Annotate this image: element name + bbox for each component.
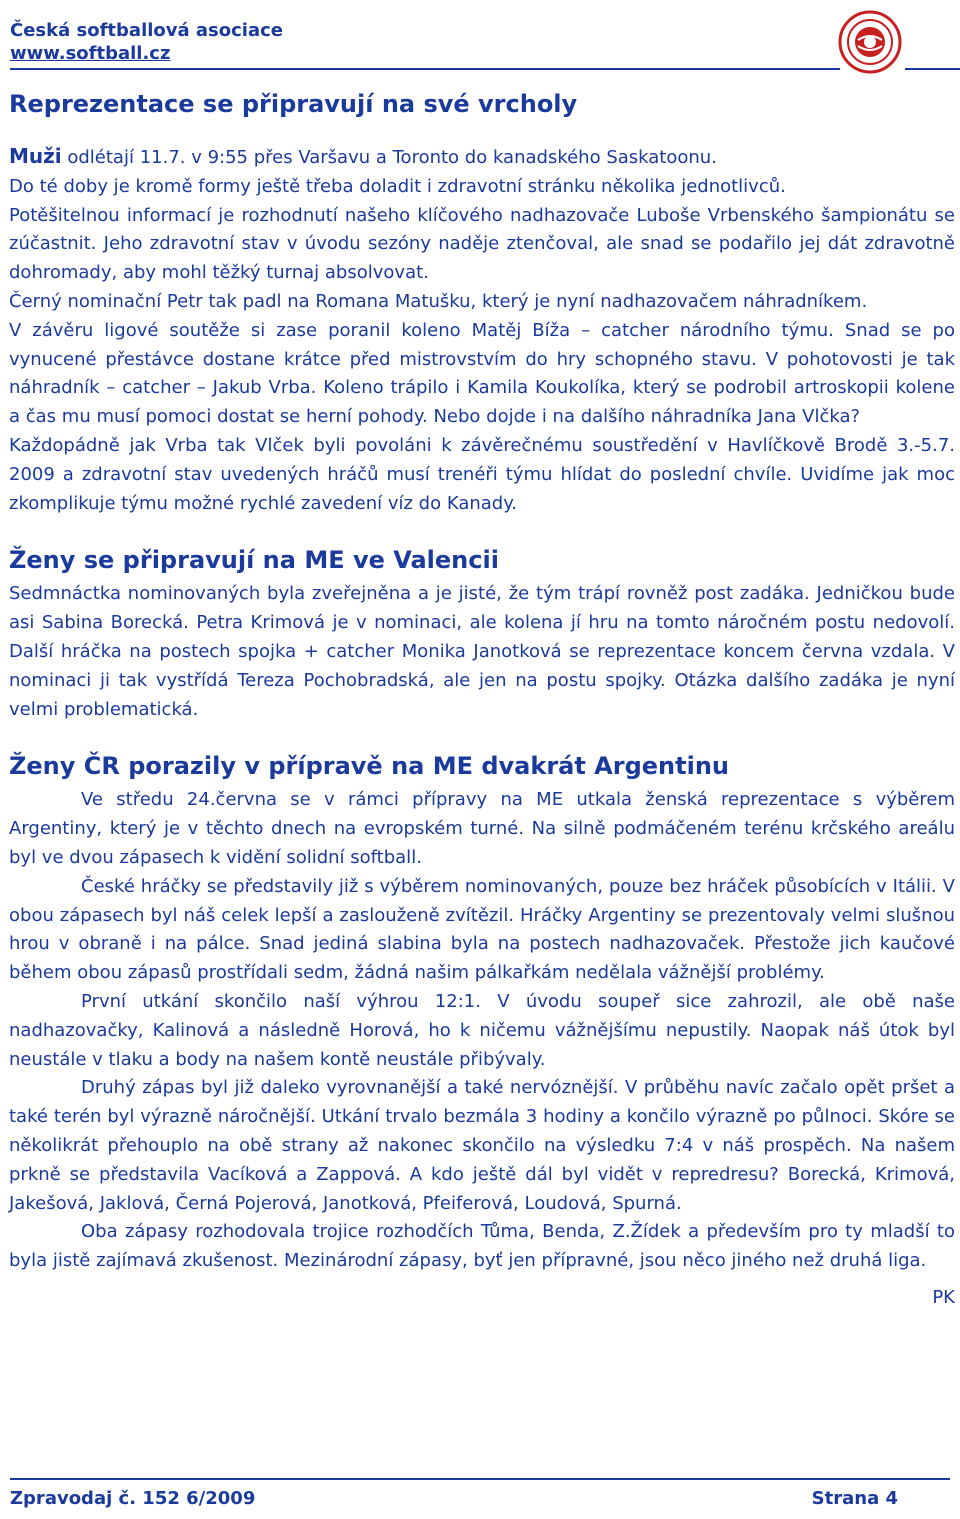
section3-p1: Ve středu 24.června se v rámci přípravy na ME utkala ženská reprezentace s výběrem Argentiny, který je v těchto dnech na evropském turné. Na silně podmáčeném terénu krčského areálu byl ve dvou zápasech k vidění solidní softball. (9, 789, 955, 868)
header-rule (10, 68, 840, 70)
footer-page-number: Strana 4 (811, 1488, 898, 1509)
org-url-link[interactable]: www.softball.cz (10, 43, 171, 64)
section3-title: Ženy ČR porazily v přípravě na ME dvakrát Argentinu (9, 752, 729, 781)
article-content (9, 88, 955, 1313)
author-initials: PK (932, 1286, 955, 1308)
section3-p3: První utkání skončilo naší výhrou 12:1. V úvodu soupeř sice zahrozil, ale obě naše nadhazovačky, Kalinová a následně Horová, ho k ničemu vážnějšímu nepustily. Naopak náš útok byl neustále v tlaku a body na našem kontě neustále přibývaly. (9, 990, 955, 1070)
section1-p6: Každopádně jak Vrba tak Vlček byli povoláni k závěrečnému soustředění v Havlíčkově Brodě 3.-5.7. 2009 a zdravotní stav uvedených hráčů musí trenéři týmu hlídat do poslední chvíle. Uvidíme jak moc zkomplikuje týmu možné rychlé zavedení víz do Kanady. (9, 434, 955, 514)
org-name: Česká softballová asociace (10, 20, 284, 41)
section1-p1-text: odlétají 11.7. v 9:55 přes Varšavu a Toronto do kanadského Saskatoonu. (61, 147, 717, 168)
muzi-label: Muži (9, 144, 62, 168)
footer-rule (10, 1478, 950, 1480)
footer-issue: Zpravodaj č. 152 6/2009 (10, 1488, 256, 1509)
section3-p2: České hráčky se představily již s výběrem nominovaných, pouze bez hráček působících v Itálii. V obou zápasech byl náš celek lepší a zaslouženě zvítězil. Hráčky Argentiny se prezentovaly velmi slušnou hrou v obraně i na pálce. Snad jediná slabina byla na postech nadhazovaček. Přestože jich kaučové během obou zápasů prostřídali sedm, žádná našim pálkařkám nedělala vážnější problémy. (9, 875, 955, 984)
section2-title: Ženy se připravují na ME ve Valencii (9, 546, 499, 575)
section3-p4: Druhý zápas byl již daleko vyrovnanější a také nervóznější. V průběhu navíc začalo opět pršet a také terén byl výrazně náročnější. Utkání trvalo bezmála 3 hodiny a končilo výrazně po půlnoci. Skóre se několikrát přehouplo na obě strany až nakonec skončilo na výsledku 7:4 v náš prospěch. Na našem prkně se představila Vacíková a Zappová. A kdo ještě dál byl vidět v repredresu? Borecká, Krimová, Jakešová, Jaklová, Černá Pojerová, Janotková, Pfeiferová, Loudová, Spurná. (9, 1077, 955, 1214)
section1-p3: Potěšitelnou informací je rozhodnutí našeho klíčového nadhazovače Luboše Vrbenského šampionátu se zúčastnit. Jeho zdravotní stav v úvodu sezóny naděje ztenčoval, ale snad se podařilo jej dát zdravotně dohromady, aby mohl těžký turnaj absolvovat. (9, 204, 955, 284)
section1-p4: Černý nominační Petr tak padl na Romana Matušku, který je nyní nadhazovačem náhradníkem. (9, 290, 868, 312)
softball-association-logo-icon (838, 10, 902, 74)
section1-title: Reprezentace se připravují na své vrcholy (9, 90, 578, 118)
section1-p5: V závěru ligové soutěže si zase poranil koleno Matěj Bíža – catcher národního týmu. Snad se po vynucené přestávce dostane krátce před mistrovstvím do hry schopného stavu. V pohotovosti je tak náhradník – catcher – Jakub Vrba. Koleno trápilo i Kamila Koukolíka, který se podrobil artroskopii kolene a čas mu musí pomoci dostat se herní pohody. Nebo dojde i na dalšího náhradníka Jana Vlčka? (9, 319, 955, 428)
section1-p2: Do té doby je kromě formy ještě třeba doladit i zdravotní stránku několika jednotlivců. (9, 175, 786, 197)
section3-p5: Oba zápasy rozhodovala trojice rozhodčích Tůma, Benda, Z.Žídek a především pro ty mladší to byla jistě zajímavá zkušenost. Mezinárodní zápasy, byť jen přípravné, jsou něco jiného než druhá liga. (9, 1221, 955, 1272)
header-rule-right (905, 68, 960, 70)
section2-p1: Sedmnáctka nominovaných byla zveřejněna a je jisté, že tým trápí rovněž post zadáka. Jedničkou bude asi Sabina Borecká. Petra Krimová je v nominaci, ale kolena jí hru na tomto náročném postu nedovolí. Další hráčka na postech spojka + catcher Monika Janotková se reprezentace koncem června vzdala. V nominaci ji tak vystřídá Tereza Pochobradská, ale jen na postu spojky. Otázka dalšího zadáka je nyní velmi problematická. (9, 583, 955, 720)
section1-p1 (9, 142, 955, 173)
